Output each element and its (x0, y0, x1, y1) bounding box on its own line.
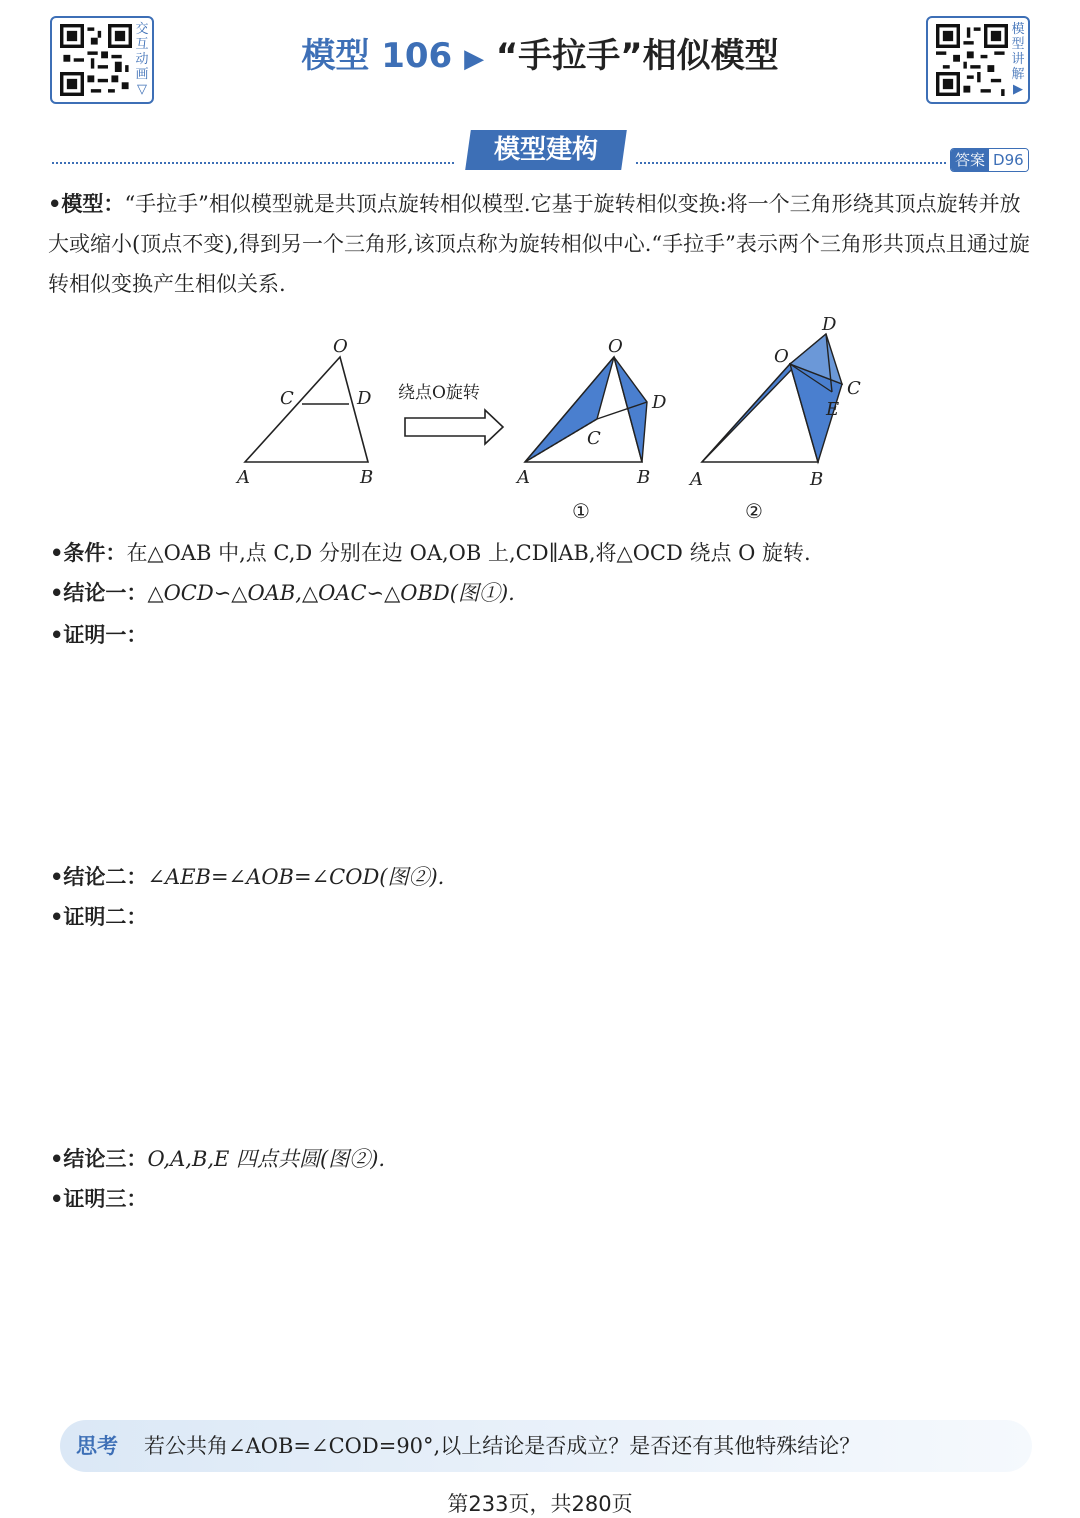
section-banner (465, 130, 627, 170)
proof-two-row (50, 902, 147, 932)
rotate-arrow-label: 绕点O旋转 (398, 383, 480, 403)
qr-side-label: 交互动画▽ (135, 22, 149, 97)
conclusion-two-label: •结论二： (50, 865, 148, 889)
fig1-label-B: B (637, 467, 651, 488)
conditions-text: 在△OAB 中,点 C,D 分别在边 OA,OB 上,CD∥AB,将△OCD 绕点 O 旋转. (126, 541, 811, 565)
conclusion-three-row (50, 1144, 385, 1174)
model-text: “手拉手”相似模型就是共顶点旋转相似模型.它基于旋转相似变换:将一个三角形绕其顶点旋转并放大或缩小(顶点不变),得到另一个三角形,该顶点称为旋转相似中心.“手拉手”表示两个三角形共顶点且通过旋转相似变换产生相似关系. (48, 192, 1030, 296)
conclusion-three-label: •结论三： (50, 1147, 148, 1171)
play-triangle-icon: ▶ (464, 44, 485, 74)
section-divider-right (636, 162, 946, 164)
proof-two-label: •证明二： (50, 905, 148, 929)
model-label: •模型： (48, 192, 125, 216)
title-prefix: 模型 (301, 36, 370, 76)
answer-badge (950, 148, 1029, 172)
fig1-label-O: O (608, 336, 623, 357)
answer-label: 答案 (951, 149, 989, 171)
caption-figure-1: ① (572, 499, 590, 523)
figure-one (525, 357, 647, 462)
title-number: 106 (381, 36, 453, 76)
think-label: 思考 (76, 1434, 118, 1458)
model-paragraph (48, 184, 1038, 304)
fig2-label-C: C (847, 378, 861, 399)
page-footer: 第233页，共280页 (447, 1492, 633, 1516)
label-C: C (280, 388, 294, 409)
fig1-label-D: D (652, 392, 667, 413)
conclusion-one-row (50, 578, 515, 608)
label-D: D (357, 388, 372, 409)
label-B: B (360, 467, 374, 488)
conclusion-one-label: •结论一： (50, 581, 148, 605)
section-banner-text: 模型建构 (493, 135, 598, 165)
title-text: “手拉手”相似模型 (495, 36, 779, 76)
figure-two (702, 334, 842, 462)
section-divider-left (52, 162, 454, 164)
geometry-figures (220, 312, 880, 527)
label-O: O (333, 336, 348, 357)
fig1-label-A: A (517, 467, 530, 488)
proof-three-row (50, 1184, 147, 1214)
conclusion-three-text: O,A,B,E 四点共圆(图②). (147, 1147, 386, 1171)
conditions-row (50, 538, 811, 568)
base-triangle-figure (245, 357, 368, 462)
fig1-label-C: C (587, 428, 601, 449)
caption-figure-2: ② (745, 499, 763, 523)
conclusion-two-row (50, 862, 444, 892)
proof-three-label: •证明三： (50, 1187, 148, 1211)
qr-side-label: 模型讲解▶ (1011, 22, 1025, 97)
conclusion-two-text: ∠AEB=∠AOB=∠COD(图②). (147, 865, 445, 889)
think-text: 若公共角∠AOB=∠COD=90°,以上结论是否成立？是否还有其他特殊结论？ (144, 1434, 861, 1458)
qr-code-explanation[interactable] (926, 16, 1030, 104)
proof-one-label: •证明一： (50, 623, 148, 647)
qr-code-icon (936, 24, 1008, 96)
think-box (60, 1420, 1032, 1472)
conclusion-one-text: △OCD∽△OAB,△OAC∽△OBD(图①). (147, 581, 515, 605)
answer-code: D96 (989, 149, 1028, 171)
right-arrow-icon (405, 410, 503, 444)
fig2-label-E: E (826, 399, 840, 420)
fig2-label-A: A (690, 469, 703, 490)
proof-one-row (50, 620, 147, 650)
fig2-label-B: B (810, 469, 824, 490)
fig2-label-D: D (822, 314, 837, 335)
page-title (0, 28, 1080, 77)
label-A: A (237, 467, 250, 488)
fig2-label-O: O (774, 346, 789, 367)
conditions-label: •条件： (50, 541, 127, 565)
